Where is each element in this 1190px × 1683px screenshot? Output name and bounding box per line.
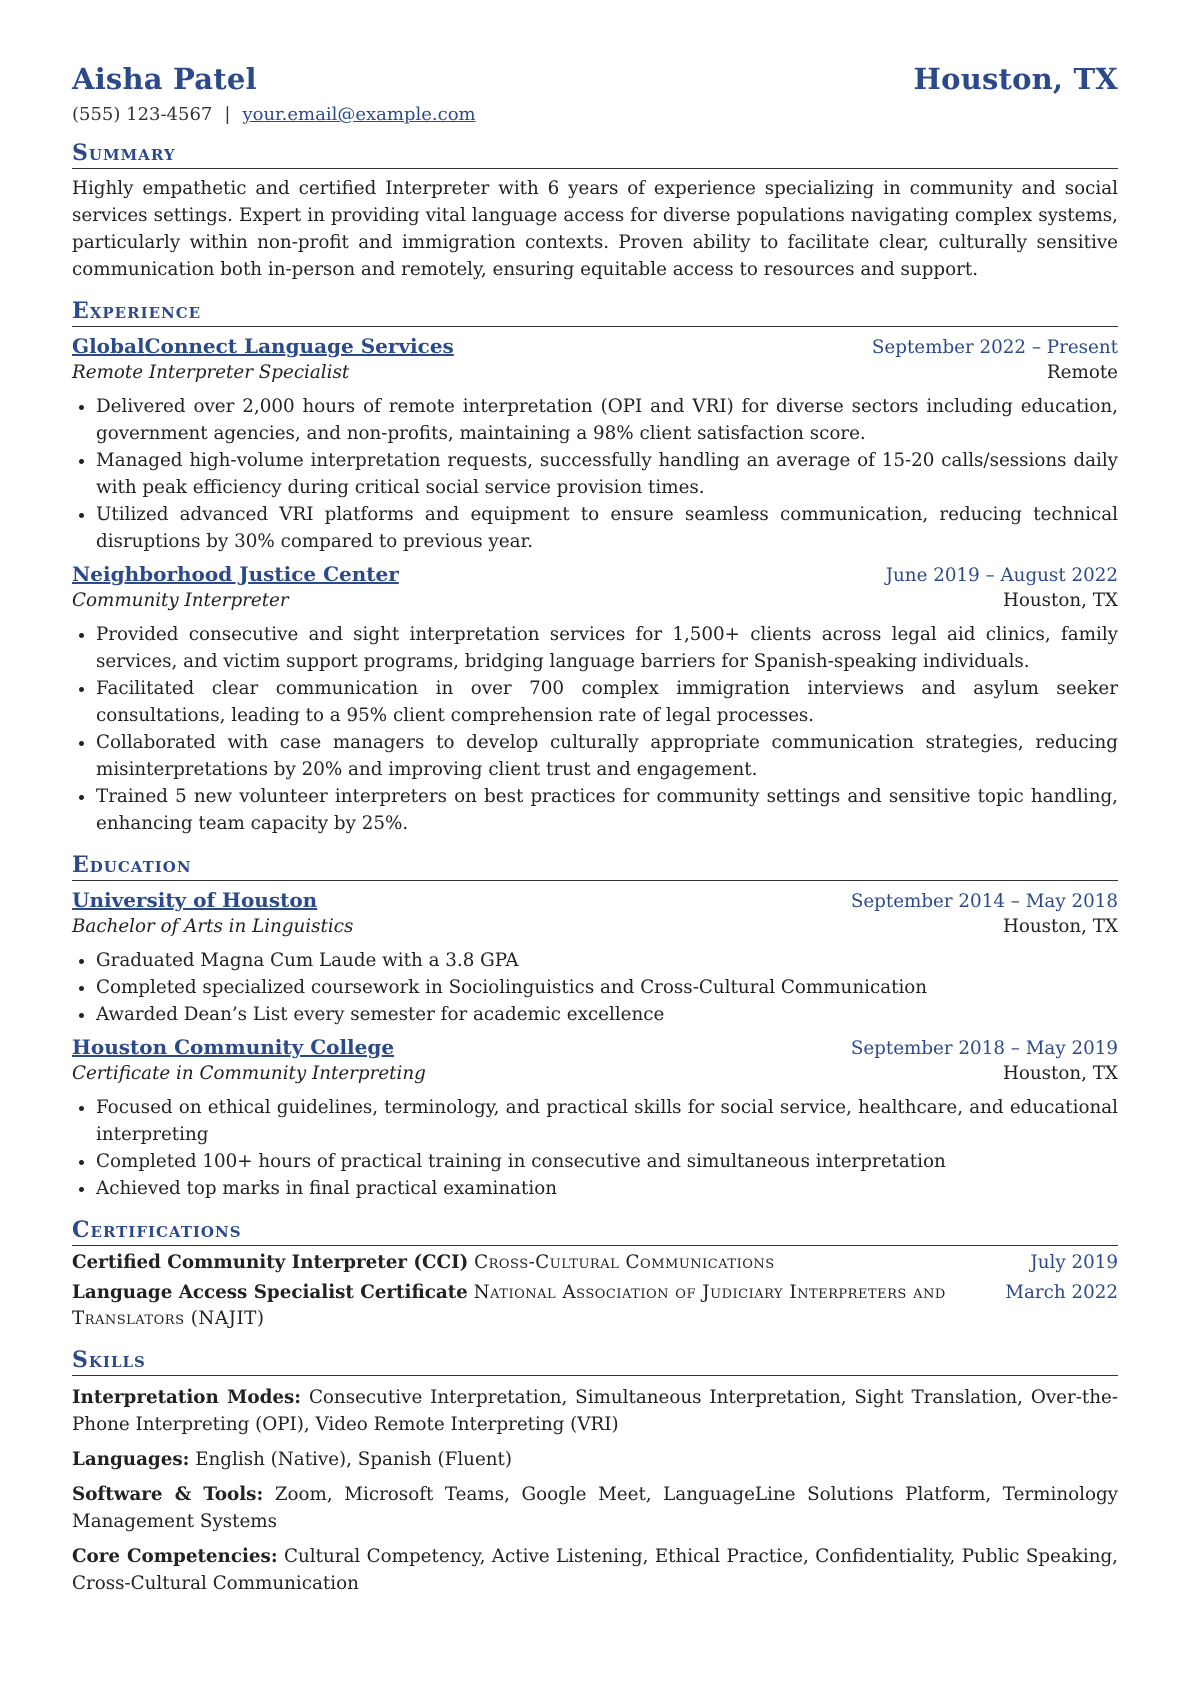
email-link[interactable]: your.email@example.com: [242, 104, 476, 125]
bullet-list: [72, 1094, 1118, 1202]
bullet-list: [72, 947, 1118, 1028]
skill-value: English (Native), Spanish (Fluent): [195, 1449, 513, 1470]
skill-value: Cultural Competency, Active Listening, Ethical Practice, Confidentiality, Public Speaking, Cross-Cultural Communication: [72, 1546, 1118, 1594]
contact-separator: |: [224, 104, 231, 125]
certification-name: Certified Community Interpreter (CCI): [72, 1252, 469, 1273]
skill-value: Zoom, Microsoft Teams, Google Meet, LanguageLine Solutions Platform, Terminology Management Systems: [72, 1484, 1118, 1532]
list-item: • Delivered over 2,000 hours of remote interpretation (OPI and VRI) for diverse sectors including education, government agencies, and non-profits, maintaining a 98% client satisfaction score.: [96, 393, 1118, 447]
education-dates: September 2018 – May 2019: [850, 1038, 1118, 1059]
phone-number: (555) 123-4567: [72, 104, 213, 125]
list-item: • Facilitated clear communication in over 700 complex immigration interviews and asylum seeker consultations, leading to a 95% client comprehension rate of legal processes.: [96, 675, 1118, 729]
skill-label: Languages:: [72, 1449, 190, 1470]
job-title: Remote Interpreter Specialist: [72, 362, 350, 383]
experience-entry: [72, 562, 1118, 837]
skill-group: [72, 1446, 1118, 1473]
school-link[interactable]: Houston Community College: [72, 1035, 395, 1059]
list-item: • Trained 5 new volunteer interpreters on best practices for community settings and sensitive topic handling, enhancing team capacity by 25%.: [96, 783, 1118, 837]
list-item: • Completed 100+ hours of practical training in consecutive and simultaneous interpretation: [96, 1148, 1118, 1175]
employer-link[interactable]: Neighborhood Justice Center: [72, 562, 399, 586]
list-item: • Provided consecutive and sight interpretation services for 1,500+ clients across legal aid clinics, family services, and victim support programs, bridging language barriers for Spanish-speaking individuals.: [96, 621, 1118, 675]
contact-line: [72, 104, 1118, 125]
section-title-experience: Experience: [72, 297, 1118, 327]
employment-dates: September 2022 – Present: [871, 337, 1118, 358]
resume-page: [72, 62, 1118, 1597]
list-item: • Completed specialized coursework in Sociolinguistics and Cross-Cultural Communication: [96, 974, 1118, 1001]
section-title-summary: Summary: [72, 139, 1118, 169]
skill-label: Interpretation Modes:: [72, 1387, 302, 1408]
skill-group: [72, 1543, 1118, 1597]
candidate-name: Aisha Patel: [72, 62, 257, 96]
job-location: Houston, TX: [1002, 590, 1118, 611]
summary-text: Highly empathetic and certified Interpreter with 6 years of experience specializing in community and social services settings. Expert in providing vital language access for diverse populations navigating complex systems, particularly within non-profit and immigration contexts. Proven ability to facilitate clear, culturally sensitive communication both in-person and remotely, ensuring equitable access to resources and support.: [72, 178, 1118, 280]
school-location: Houston, TX: [1002, 1063, 1118, 1084]
resume-header: [72, 62, 1118, 96]
experience-entry: [72, 334, 1118, 555]
education-dates: September 2014 – May 2018: [850, 891, 1118, 912]
list-item: • Focused on ethical guidelines, terminology, and practical skills for social service, healthcare, and educational interpreting: [96, 1094, 1118, 1148]
job-location: Remote: [1046, 362, 1118, 383]
certification-date: July 2019: [1030, 1252, 1118, 1273]
list-item: • Collaborated with case managers to develop culturally appropriate communication strategies, reducing misinterpretations by 20% and improving client trust and engagement.: [96, 729, 1118, 783]
candidate-location: Houston, TX: [913, 62, 1118, 96]
list-item: • Awarded Dean’s List every semester for academic excellence: [96, 1001, 1118, 1028]
education-entry: [72, 1035, 1118, 1202]
school-link[interactable]: University of Houston: [72, 888, 318, 912]
certification-issuer: National Association of Judiciary Interpreters and Translators (NAJIT): [72, 1282, 946, 1329]
list-item: • Managed high-volume interpretation requests, successfully handling an average of 15-20 calls/sessions daily with peak efficiency during critical social service provision times.: [96, 447, 1118, 501]
certification-name: Language Access Specialist Certificate: [72, 1282, 468, 1303]
bullet-list: [72, 393, 1118, 555]
employment-dates: June 2019 – August 2022: [885, 565, 1118, 586]
degree-title: Bachelor of Arts in Linguistics: [72, 916, 354, 937]
section-title-certifications: Certifications: [72, 1216, 1118, 1246]
certification-issuer: Cross-Cultural Communications: [474, 1252, 775, 1273]
certification-row: [72, 1250, 1118, 1276]
skill-group: [72, 1384, 1118, 1438]
certification-date: March 2022: [1005, 1282, 1118, 1303]
employer-link[interactable]: GlobalConnect Language Services: [72, 334, 454, 358]
list-item: • Graduated Magna Cum Laude with a 3.8 GPA: [96, 947, 1118, 974]
section-title-skills: Skills: [72, 1346, 1118, 1376]
list-item: • Achieved top marks in final practical examination: [96, 1175, 1118, 1202]
skill-label: Core Competencies:: [72, 1546, 278, 1567]
skill-group: [72, 1481, 1118, 1535]
skill-label: Software & Tools:: [72, 1484, 264, 1505]
list-item: • Utilized advanced VRI platforms and equipment to ensure seamless communication, reducing technical disruptions by 30% compared to previous year.: [96, 501, 1118, 555]
school-location: Houston, TX: [1002, 916, 1118, 937]
certification-row: [72, 1280, 1118, 1332]
section-title-education: Education: [72, 851, 1118, 881]
education-entry: [72, 888, 1118, 1028]
bullet-list: [72, 621, 1118, 837]
skill-value: Consecutive Interpretation, Simultaneous Interpretation, Sight Translation, Over-the-Phone Interpreting (OPI), Video Remote Interpreting (VRI): [72, 1387, 1119, 1435]
degree-title: Certificate in Community Interpreting: [72, 1063, 426, 1084]
job-title: Community Interpreter: [72, 590, 289, 611]
